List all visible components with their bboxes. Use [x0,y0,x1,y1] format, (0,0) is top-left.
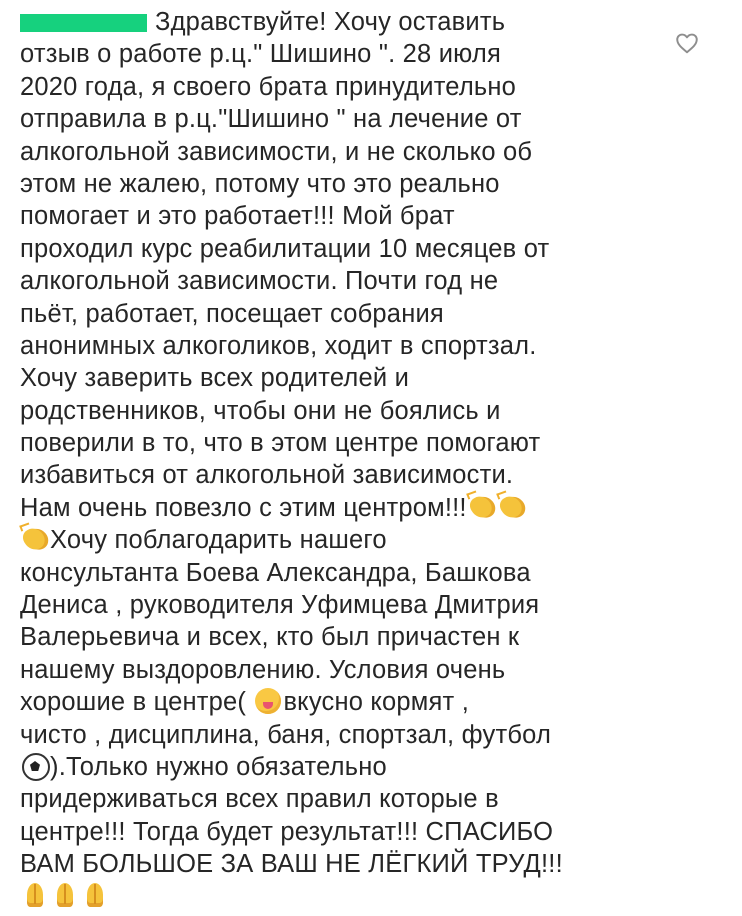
comment-text: вкусно кормят , [283,688,469,717]
comment-line: 2020 года, я своего брата принудительно [20,72,517,101]
comment-line: анонимных алкоголиков, ходит в спортзал. [20,331,537,360]
comment-line: поверили в то, что в этом центре помогают [20,429,541,458]
comment-line: Хочу заверить всех родителей и [20,364,410,393]
comment-text: Хочу поблагодарить нашего [50,526,387,555]
comment-body [20,6,660,913]
comment-line: Дениса , руководителя Уфимцева Дмитрия [20,591,540,620]
comment-line: нашему выздоровлению. Условия очень [20,655,506,684]
comment-line: ВАМ БОЛЬШОЕ ЗА ВАШ НЕ ЛЁГКИЙ ТРУД!!! [20,850,563,879]
comment-line: Валерьевича и всех, кто был причастен к [20,623,520,652]
comment-line: чисто , дисциплина, баня, спортзал, футбол [20,720,552,749]
face-savoring-food-emoji [253,686,283,716]
comment-line: алкогольной зависимости, и не сколько об [20,137,533,166]
comment-line: родственников, чтобы они не боялись и [20,396,501,425]
comment-text: Нам очень повезло с этим центром!!! [20,493,467,522]
comment-line [20,686,660,718]
comment-text: хорошие в центре( [20,688,247,717]
folded-hands-emoji [50,881,80,911]
comment-line: отзыв о работе р.ц." Шишино ". 28 июля [20,40,501,69]
folded-hands-emoji [20,881,50,911]
comment-line [20,751,660,783]
comment-line: избавиться от алкогольной зависимости. [20,461,514,490]
like-button[interactable] [674,30,700,56]
clapping-hands-emoji [497,492,527,522]
comment-line: пьёт, работает, посещает собрания [20,299,444,328]
redacted-username[interactable] [20,10,147,36]
comment-text: Здравствуйте! Хочу оставить [155,8,506,36]
comment-line: проходил курс реабилитации 10 месяцев от [20,234,550,263]
comment-line [20,6,660,38]
comment-line: этом не жалею, потому что это реально [20,169,500,198]
soccer-ball-emoji [20,751,50,781]
comment-line [20,492,660,524]
comment-line: алкогольной зависимости. Почти год не [20,267,499,296]
comment-line: придерживаться всех правил которые в [20,785,499,814]
clapping-hands-emoji [467,492,497,522]
heart-outline-icon [674,30,700,56]
comment-line: центре!!! Тогда будет результат!!! СПАСИБО [20,817,554,846]
comment-line [20,881,660,913]
folded-hands-emoji [80,881,110,911]
clapping-hands-emoji [20,524,50,554]
comment-line: консультанта Боева Александра, Башкова [20,558,531,587]
comment-line [20,524,660,556]
comment-text: ).Только нужно обязательно [50,752,387,781]
comment-line: помогает и это работает!!! Мой брат [20,202,455,231]
comment-line: отправила в р.ц."Шишино " на лечение от [20,105,522,134]
